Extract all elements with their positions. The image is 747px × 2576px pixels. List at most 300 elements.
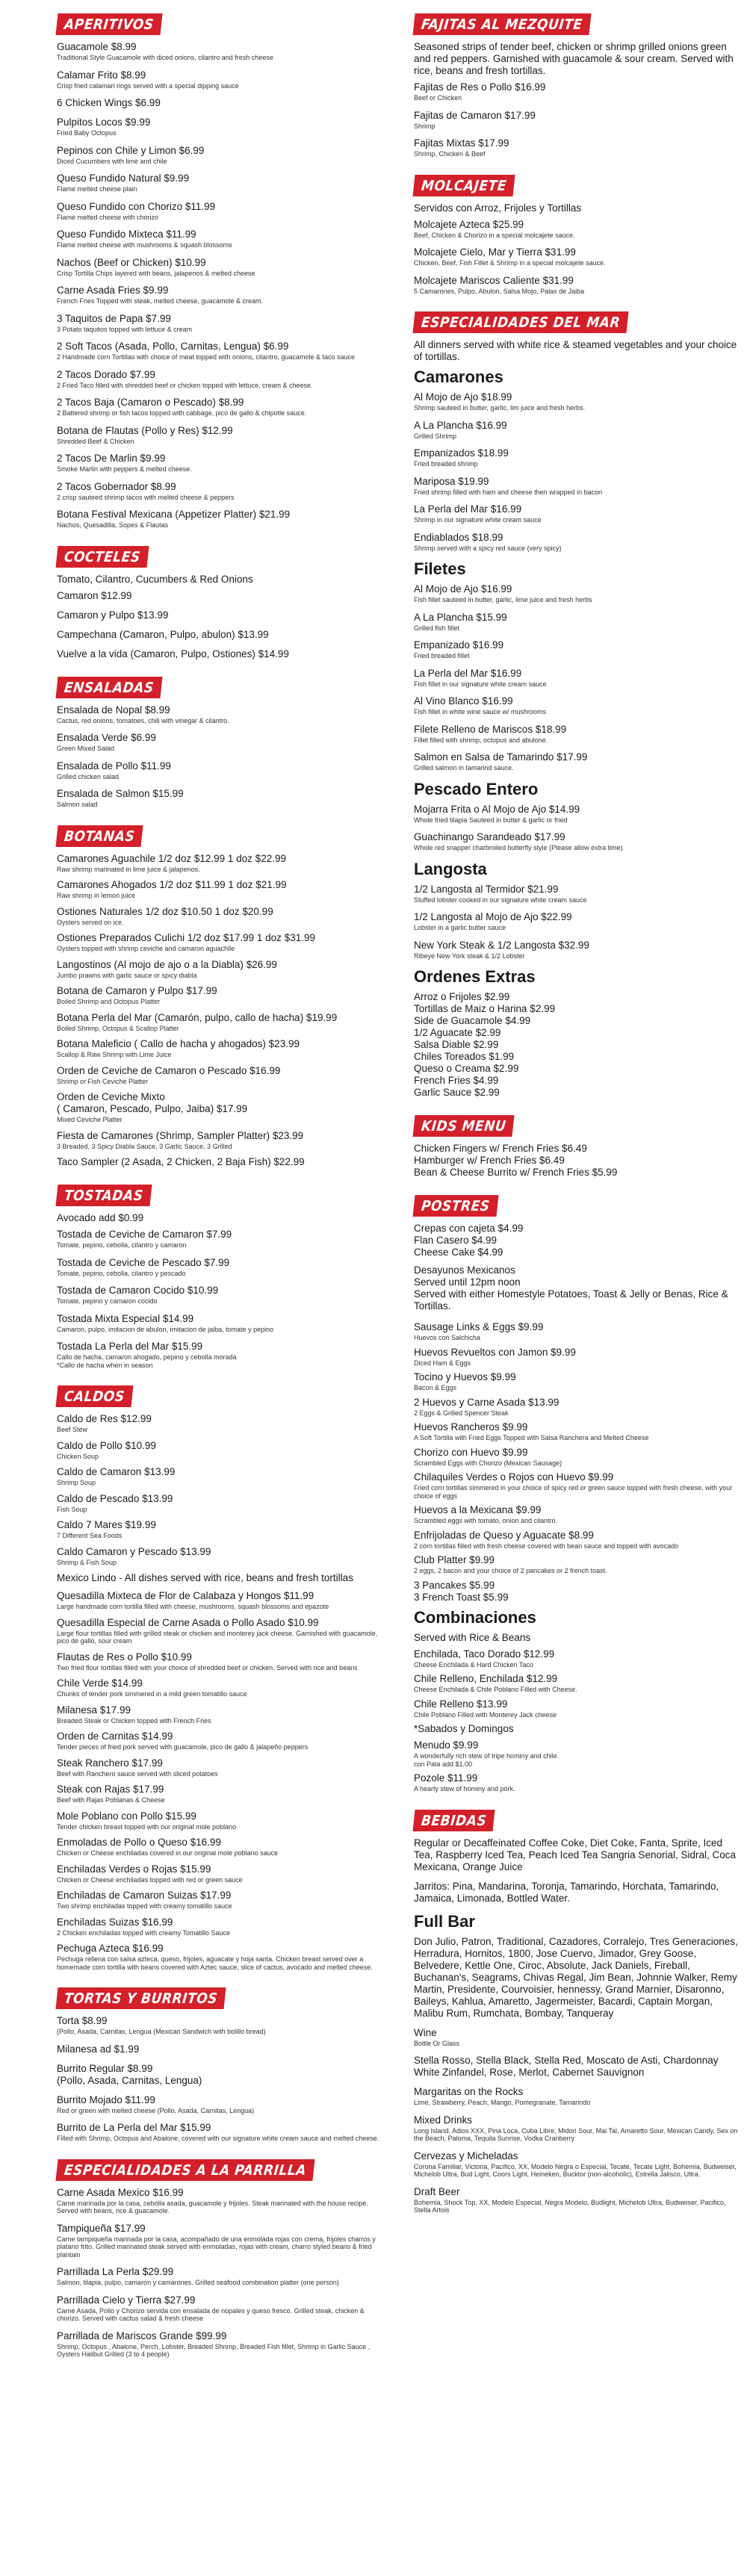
menu-item-description: Diced Ham & Eggs (414, 1359, 471, 1367)
menu-item-name: Ensalada Verde $6.99 (57, 732, 156, 743)
menu-item-name: Chile Relleno $13.99 (414, 1698, 508, 1710)
menu-item-name: 2 Tacos Gobernador $8.99 (57, 480, 176, 492)
menu-item (57, 1837, 385, 1857)
menu-item (57, 1440, 385, 1461)
menu-line: Chiles Toreados $1.99 (414, 1051, 515, 1062)
menu-item-description: Smoke Marlin with peppers & melted cheese. (57, 465, 192, 473)
menu-section-tortas (57, 1987, 385, 2143)
menu-item-description: Oysters served on ice. (57, 918, 124, 926)
menu-item-description: Ribeye New York steak & 1/2 Lobster (414, 952, 525, 960)
menu-item (57, 1651, 385, 1672)
menu-item-name: Pepinos con Chile y Limon $6.99 (57, 144, 205, 156)
menu-item-name: Endiablados $18.99 (414, 531, 503, 543)
menu-item-name: Enchiladas de Camaron Suizas $17.99 (57, 1890, 232, 1901)
menu-item (57, 1943, 385, 1971)
menu-item-name: Burrito de La Perla del Mar $15.99 (57, 2122, 211, 2133)
menu-item (414, 1471, 743, 1500)
menu-item (57, 1413, 385, 1434)
menu-item-description: Chicken or Cheese enchiladas topped with red or green sauce (57, 1875, 243, 1884)
menu-item (414, 2150, 743, 2179)
menu-item (414, 2114, 743, 2143)
menu-item (57, 1546, 385, 1567)
menu-item-name: Molcajete Azteca $25.99 (414, 218, 524, 230)
menu-item (57, 1572, 385, 1584)
menu-item-description: Flame melted cheese plain (57, 185, 137, 193)
menu-item-name: Nachos (Beef or Chicken) $10.99 (57, 256, 206, 268)
menu-item (57, 1810, 385, 1831)
menu-item (57, 1341, 385, 1369)
menu-item-description: Beef with Rajas Poblanas & Cheese (57, 1796, 165, 1804)
menu-item-name: Enfrijoladas de Queso y Aguacate $8.99 (414, 1529, 594, 1541)
menu-item-name: 6 Chicken Wings $6.99 (57, 97, 161, 108)
menu-item (414, 724, 743, 745)
menu-section-fajitas (414, 13, 743, 158)
menu-item-description: 2 Eggs & Grilled Spencer Steak (414, 1409, 509, 1417)
menu-item-description: Fish fillet in our signature white cream sauce (414, 680, 547, 688)
menu-item-description: Beef Stew (57, 1426, 88, 1433)
menu-item-name: Fajitas de Camaron $17.99 (414, 109, 536, 121)
menu-item (57, 1731, 385, 1751)
menu-item-name: Queso Fundido Mixteca $11.99 (57, 229, 196, 240)
section-banner: APERITIVOS (55, 13, 162, 35)
menu-item-name: Quesadilla Mixteca de Flor de Calabaza y Hongos $11.99 (57, 1590, 314, 1601)
section-banner: CALDOS (55, 1385, 133, 1407)
menu-item-name: Chile Relleno, Enchilada $12.99 (414, 1673, 558, 1684)
menu-item (414, 81, 743, 102)
menu-item-name: Milanesa $17.99 (57, 1704, 131, 1716)
menu-line: Queso o Creama $2.99 (414, 1063, 519, 1074)
menu-item-name: Chilaquiles Verdes o Rojos con Huevo $9.99 (414, 1471, 614, 1483)
menu-item (57, 959, 385, 980)
menu-item (57, 425, 385, 446)
menu-item (414, 1397, 743, 1418)
menu-item-description: Shrimp (414, 122, 436, 130)
menu-item-description: 2 Fried Taco filled with shredded beef or chicken topped with lettuce, cream & cheese. (57, 381, 313, 389)
menu-item-description: Grilled chicken salad (57, 772, 120, 780)
menu-item-name: New York Steak & 1/2 Langosta $32.99 (414, 939, 589, 951)
menu-item (57, 1590, 385, 1611)
menu-item-description: 3 Breaded, 3 Spicy Diabla Sauce, 3 Garlic Sauce, 3 Grilled (57, 1142, 232, 1150)
menu-item-description: 2 eggs, 2 bacon and your choice of 2 pancakes or 2 french toast. (414, 1567, 607, 1574)
menu-item (57, 2294, 385, 2323)
menu-item-name: Chile Verde $14.99 (57, 1677, 143, 1689)
menu-item-name: Milanesa ad $1.99 (57, 2043, 140, 2055)
menu-item-name: Caldo de Res $12.99 (57, 1413, 152, 1424)
menu-item (57, 1757, 385, 1778)
menu-item (414, 1698, 743, 1719)
section-banner: COCTELES (55, 546, 149, 568)
menu-item-description: Whole fried tilapia Sauteed in butter & garlic or fried (414, 816, 568, 824)
menu-item (57, 369, 385, 390)
menu-item (57, 985, 385, 1006)
menu-line: Chicken Fingers w/ French Fries $6.49 (414, 1143, 587, 1154)
menu-item-description: Cheese Enchilada & Chile Poblano Filled with Cheese. (414, 1686, 577, 1693)
menu-item-description: Long Island, Adios XXX, Pina Loca, Cuba Libre, Midori Sour, Mai Tai, Amaretto Sour, Mexican Candy, Sex on the Beach, Paloma, Tequila Sunrise, Vodka Cranberry (414, 2126, 738, 2142)
menu-item (57, 229, 385, 249)
menu-item (414, 911, 743, 932)
menu-item-name: Mariposa $19.99 (414, 475, 489, 487)
menu-item-name: 1/2 Langosta al Mojo de Ajo $22.99 (414, 911, 572, 922)
menu-item (57, 704, 385, 725)
menu-item-description: Carne Asada, Pollo y Chorizo servida con ensalada de nopales y queso fresco. Grilled steak, chicken & chorizo. Served with cactus salad & fresh cheese (57, 2306, 365, 2322)
menu-item-name: Caldo Camaron y Pescado $13.99 (57, 1545, 211, 1557)
menu-item-name: Burrito Mojado $11.99 (57, 2094, 155, 2105)
menu-item (57, 1493, 385, 1514)
menu-item-name: Guacamole $8.99 (57, 41, 137, 52)
menu-item-description: Fish fillet sauteed in butter, garlic, lime juice and fresh herbs (414, 596, 592, 603)
menu-item-description: A Soft Tortilla with Fried Eggs Topped with Salsa Ranchera and Melted Cheese (414, 1434, 649, 1441)
menu-item-name: Flautas de Res o Pollo $10.99 (57, 1651, 192, 1663)
menu-line: Crepas con cajeta $4.99 (414, 1223, 524, 1234)
menu-item-description: Fish Soup (57, 1505, 87, 1513)
menu-item-name: Huevos Rancheros $9.99 (414, 1421, 528, 1433)
menu-item-name: Taco Sampler (2 Asada, 2 Chicken, 2 Baja Fish) $22.99 (57, 1156, 305, 1167)
menu-item-description: Boiled Shrimp and Octopus Platter (57, 998, 161, 1005)
menu-item-description: Raw shrimp in lemon juice (57, 892, 136, 899)
menu-item-description: A hearty stew of hominy and pork. (414, 1785, 515, 1793)
menu-item (414, 1447, 743, 1468)
menu-item (414, 1504, 743, 1525)
menu-item-description: Shrimp or Fish Ceviche Platter (57, 1077, 149, 1085)
menu-item-name: Vuelve a la vida (Camaron, Pulpo, Ostiones) $14.99 (57, 648, 289, 659)
menu-item-name: Filete Relleno de Mariscos $18.99 (414, 723, 567, 735)
menu-item (414, 612, 743, 633)
subsection-heading: Combinaciones (414, 1607, 536, 1627)
menu-item-name: Caldo 7 Mares $19.99 (57, 1519, 156, 1530)
menu-item (57, 1130, 385, 1151)
menu-item-description: Mixed Ceviche Platter (57, 1116, 123, 1123)
menu-line-list (414, 991, 743, 1099)
menu-item (57, 201, 385, 222)
menu-item (57, 397, 385, 418)
menu-item-name: Enchilada, Taco Dorado $12.99 (414, 1648, 555, 1660)
menu-item-description: Camaron, pulpo, imitacion de abulon, imitacion de jaiba, tomate y pepino (57, 1325, 274, 1333)
menu-line: Bean & Cheese Burrito w/ French Fries $5.99 (414, 1167, 618, 1178)
menu-item-description: 7 Different Sea Foods (57, 1532, 123, 1539)
menu-item-description: Bottle Or Glass (414, 2039, 460, 2047)
menu-item-name: Tocino y Huevos $9.99 (414, 1371, 516, 1382)
menu-item-name: Menudo $9.99 (414, 1739, 479, 1751)
menu-item-name: Tostada de Ceviche de Pescado $7.99 (57, 1256, 230, 1268)
menu-item-name: Salmon en Salsa de Tamarindo $17.99 (414, 751, 588, 763)
menu-item-name: 2 Tacos Dorado $7.99 (57, 368, 155, 380)
menu-item-name: Torta $8.99 (57, 2015, 108, 2026)
menu-section-bebidas (414, 1810, 743, 2215)
menu-item-name: Pulpitos Locos $9.99 (57, 117, 151, 128)
menu-item-name: Club Platter $9.99 (414, 1554, 495, 1565)
menu-item-description: A wonderfully rich stew of tripe hominy and chile. con Pata add $1.00 (414, 1752, 560, 1768)
menu-item (57, 285, 385, 305)
menu-item-name: Ostiones Naturales 1/2 doz $10.50 1 doz $20.99 (57, 905, 273, 917)
menu-item (414, 275, 743, 296)
menu-item-name: Carne Asada Fries $9.99 (57, 285, 169, 296)
menu-item (414, 1648, 743, 1669)
menu-item-name: Chorizo con Huevo $9.99 (414, 1446, 528, 1458)
section-banner: POSTRES (412, 1195, 498, 1217)
menu-item-description: Chunks of tender pork simmered in a mild green tomatillo sauce (57, 1690, 247, 1698)
bar-list: Don Julio, Patron, Traditional, Cazadores, Corralejo, Tres Generaciones, Herradura, Hornitos, 1800, Jose Cuervo, Jimador, Grey Goose, Belvedere, Kettle One, Ciroc, Absolute, Jack Daniels, Fireball, Buchanan's, Seagrams, Chivas Regal, Jim Bean, Johnnie Walker, Remy Martin, Presidente, Courvoisier, hennessy, Grand Marnier, Disaronno, Baileys, Kahlua, Amaretto, Jagermeister, Bacardi, Captain Morgan, Malibu Rum, Rumchata, Bombay, Tanqueray (414, 1935, 738, 2019)
menu-item (57, 2223, 385, 2259)
menu-item-name: Enmoladas de Pollo o Queso $16.99 (57, 1837, 221, 1848)
menu-item-name: Margaritas on the Rocks (414, 2086, 524, 2097)
menu-item-description: Flame melted cheese with mushrooms & squash blossoms (57, 241, 232, 249)
menu-item (57, 1863, 385, 1884)
menu-item (414, 884, 743, 904)
menu-item-name: Botana de Flautas (Pollo y Res) $12.99 (57, 424, 233, 436)
menu-item-description: Chicken Soup (57, 1452, 99, 1460)
subsection-heading: Pescado Entero (414, 779, 539, 798)
menu-item-description: Fillet filled with shrimp, octopus and abulone. (414, 736, 548, 744)
menu-item (57, 609, 385, 621)
menu-item-name: Draft Beer (414, 2185, 460, 2197)
menu-item-name: Carne Asada Mexico $16.99 (57, 2186, 184, 2198)
menu-item-name: Botana Maleficio ( Callo de hacha y ahogados) $23.99 (57, 1038, 300, 1049)
subsection-heading: Ordenes Extras (414, 967, 536, 986)
menu-item-name: Al Vino Blanco $16.99 (414, 695, 513, 707)
menu-item-description: Grilled salmon in tamarind sauce. (414, 764, 514, 772)
menu-item-name: Empanizado $16.99 (414, 639, 504, 651)
menu-item-description: Shrimp, Chicken & Beef (414, 150, 486, 158)
subsection-heading: Langosta (414, 859, 487, 878)
menu-line: Cheese Cake $4.99 (414, 1247, 503, 1258)
section-note: Avocado add $0.99 (57, 1212, 144, 1223)
menu-item (57, 1466, 385, 1487)
menu-item (57, 788, 385, 809)
menu-item (57, 1890, 385, 1911)
menu-item-description: Tomate, pepino y camaron cocido (57, 1297, 158, 1305)
menu-item-description: Fried breaded fillet (414, 652, 470, 659)
menu-item-name: Langostinos (Al mojo de ajo o a la Diabla) $26.99 (57, 958, 277, 970)
menu-item-name: Tostada La Perla del Mar $15.99 (57, 1341, 203, 1352)
menu-item (414, 391, 743, 412)
menu-line-list (414, 1143, 743, 1179)
menu-item-description: Shrimp, Octopus , Abalone, Perch, Lobster, Breaded Shrimp, Breaded Fish fillet, Shrimp in Garlic Sauce , Oysters Halibut Grilled (3 to 4 people) (57, 2342, 371, 2358)
menu-item (57, 590, 385, 602)
menu-item-description: Traditional Style Guacamole with diced onions, cilantro and fresh cheese (57, 54, 273, 61)
menu-line: Tortillas de Maiz o Harina $2.99 (414, 1003, 556, 1014)
menu-item-description: Pechuga rellena con salsa azteca, queso, frijoles, aguacate y hoja santa. Chicken breast served over a homemade corn tortilla with beans covered with Aztec sauce, slice of cactus, avocado and melted cheese. (57, 1955, 373, 1971)
menu-item-description: Lobster in a garlic butter sauce (414, 924, 506, 931)
menu-item (57, 509, 385, 530)
menu-item-description: Shrimp in our signature white cream sauce (414, 516, 542, 524)
menu-item (57, 648, 385, 660)
menu-item-description: Cactus, red onions, tomatoes, chili with vinegar & cilantro. (57, 716, 229, 724)
menu-item-name: Ensalada de Salmon $15.99 (57, 788, 184, 799)
menu-item-name: Empanizados $18.99 (414, 447, 509, 459)
menu-item (57, 69, 385, 90)
section-note: Servidos con Arroz, Frijoles y Tortillas (414, 202, 582, 214)
menu-item-description: 2 Battered shrimp or fish tacos topped with cabbage, pico de gallo & chipotle sauce. (57, 409, 307, 417)
menu-item-name: Al Mojo de Ajo $16.99 (414, 583, 512, 595)
menu-item (414, 219, 743, 240)
menu-item-description: Fried breaded shrimp (414, 460, 478, 468)
menu-item-name: Enchiladas Suizas $16.99 (57, 1916, 173, 1928)
menu-item-description: Scrambled Eggs with Chorizo (Mexican Sausage) (414, 1459, 562, 1467)
menu-line: Hamburger w/ French Fries $6.49 (414, 1155, 565, 1166)
menu-item-name: Fajitas Mixtas $17.99 (414, 137, 509, 149)
menu-item-description: Chile Poblano Filled with Monterey Jack cheese (414, 1710, 557, 1719)
menu-item (57, 41, 385, 62)
menu-item-name: Tampiqueña $17.99 (57, 2222, 146, 2234)
menu-item-description: Tender pieces of fried pork served with guacamole, pico de gallo & jalapeño peppers (57, 1743, 309, 1751)
menu-item-description: Cheese Enchilada & Hard Chicken Taco (414, 1660, 533, 1669)
menu-item-name: Sausage Links & Eggs $9.99 (414, 1321, 544, 1332)
menu-item-description: Fried Baby Octopus (57, 129, 117, 137)
section-banner: BEBIDAS (412, 1810, 495, 1831)
menu-item (414, 639, 743, 660)
menu-item-name: Fajitas de Res o Pollo $16.99 (414, 81, 546, 93)
menu-item-description: Salmon salad (57, 801, 98, 808)
menu-item-name: Caldo de Pollo $10.99 (57, 1439, 156, 1451)
menu-item (57, 2122, 385, 2143)
menu-section-postres (414, 1195, 743, 1793)
menu-item-description: Green Mixed Salad (57, 745, 115, 752)
menu-item-description: Beef, Chicken & Chorizo in a special molcajete sauce. (414, 231, 575, 239)
menu-item-description: Fried shrimp filled with ham and cheese then wrapped in bacon (414, 488, 603, 496)
menu-item-description: Beef or Chicken (414, 94, 462, 102)
menu-item-name: Molcajete Mariscos Caliente $31.99 (414, 274, 574, 286)
menu-item-description: Tomate, pepino, cebolla, cilantro y camaron (57, 1241, 187, 1249)
menu-item-description: Oysters topped with shrimp ceviche and camaron aguachile (57, 945, 235, 952)
menu-item-description: Bacon & Eggs (414, 1384, 457, 1391)
menu-item (414, 420, 743, 441)
menu-item-description: French Fries Topped with steak, melted cheese, guacamole & cream. (57, 297, 263, 305)
menu-item-description: Stuffed lobster cooked in our signature white cream sauce (414, 896, 587, 904)
menu-item (57, 760, 385, 781)
subsection-heading: Full Bar (414, 1911, 475, 1931)
menu-item-name: La Perla del Mar $16.99 (414, 503, 522, 515)
menu-item (57, 341, 385, 361)
menu-item (414, 137, 743, 158)
menu-item (414, 1673, 743, 1694)
menu-item (57, 2330, 385, 2359)
menu-item-description: Bohemia, Shock Top, XX, Modelo Especial, Negra Modelo, Budlight, Michelob Ultra, Budweiser, Pacifico, Stella Artois (414, 2198, 726, 2214)
menu-item (57, 2063, 385, 2087)
menu-item (57, 1784, 385, 1804)
menu-item-description: Large flour tortillas filled with grilled steak or chicken and monterey jack cheese. Garnished with guacamole, pico de gallo, sour cream (57, 1629, 378, 1645)
menu-item-description: Scallop & Raw Shrimp with Lime Juice (57, 1051, 172, 1058)
menu-line: French Fries $4.99 (414, 1075, 499, 1086)
menu-item-name: Tostada Mixta Especial $14.99 (57, 1312, 194, 1324)
menu-item-name: Wine (414, 2026, 437, 2038)
menu-item-description: Chicken, Beef, Fish Fillet & Shrimp in a special molcajete sauce. (414, 259, 606, 267)
menu-item-description: Shrimp served with a spicy red sauce (very spicy) (414, 544, 562, 552)
menu-item-name: Mixed Drinks (414, 2114, 473, 2126)
menu-item-description: Diced Cucumbers with lime and chile (57, 157, 167, 165)
menu-item (414, 940, 743, 960)
menu-line: 1/2 Aguacate $2.99 (414, 1027, 501, 1038)
menu-section-botanas (57, 825, 385, 1169)
menu-item (414, 1347, 743, 1368)
menu-item (57, 257, 385, 278)
menu-item-name: Molcajete Cielo, Mar y Tierra $31.99 (414, 246, 576, 258)
menu-item-description: Shredded Beef & Chicken (57, 437, 134, 445)
menu-item-description: 2 Handmade corn Tortillas with choice of meat topped with onions, cilantro, guacamole & taco sauce (57, 353, 356, 361)
menu-item (414, 1421, 743, 1442)
menu-item-name: 3 Pancakes $5.99 3 French Toast $5.99 (414, 1579, 509, 1603)
menu-item-name: Stella Rosso, Stella Black, Stella Red, Moscato de Asti, Chardonnay White Zinfandel, Rose, Merlot, Cabernet Sauvignon (414, 2055, 719, 2078)
menu-item-name: Camarones Aguachile 1/2 doz $12.99 1 doz $22.99 (57, 852, 286, 864)
menu-item (414, 668, 743, 689)
menu-item (414, 476, 743, 497)
menu-item (414, 2186, 743, 2215)
subsection-heading: Camarones (414, 367, 503, 386)
menu-item-name: Camaron $12.99 (57, 589, 132, 601)
menu-item (57, 1257, 385, 1278)
menu-item (57, 145, 385, 166)
menu-item-description: (Pollo, Asada, Carnitas, Lengua (Mexican Sandwich with bolillo bread) (57, 2028, 266, 2035)
menu-item-description: Whole red snapper charbroiled butterfly style (Please allow extra time) (414, 844, 623, 851)
menu-item-name: Botana Perla del Mar (Camarón, pulpo, callo de hacha) $19.99 (57, 1011, 338, 1023)
menu-item (414, 1530, 743, 1551)
menu-item-description: Beef with Ranchero sauce served with sliced potatoes (57, 1769, 218, 1778)
menu-item (57, 2043, 385, 2055)
section-banner: ENSALADAS (55, 677, 162, 698)
menu-item (57, 1617, 385, 1645)
menu-item-description: Scrambled eggs with tomato, onion and cilantro. (414, 1517, 558, 1524)
menu-item (57, 453, 385, 474)
menu-item (57, 481, 385, 502)
menu-section-cocteles (57, 546, 385, 660)
menu-item-description: Nachos, Quesadilla, Sopes & Flautas (57, 521, 169, 529)
menu-section-aperitivos (57, 13, 385, 530)
menu-item (414, 2086, 743, 2107)
menu-item-name: 2 Huevos y Carne Asada $13.99 (414, 1396, 560, 1408)
section-note: Served with Rice & Beans (414, 1631, 531, 1643)
menu-item (57, 1677, 385, 1698)
menu-item-description: Grilled fish fillet (414, 624, 460, 632)
subsection-heading: Filetes (414, 559, 466, 578)
menu-item-description: Two shrimp enchiladas topped with creamy tomatillo sauce (57, 1902, 232, 1910)
menu-item-description: Tender chicken breast topped with our original mole poblano (57, 1822, 237, 1831)
menu-item-description: Shrimp Soup (57, 1479, 96, 1486)
menu-item-description: Lime, Strawberry, Peach, Mango, Pomegranate, Tamarindo (414, 2099, 591, 2106)
menu-item-name: Queso Fundido con Chorizo $11.99 (57, 200, 216, 212)
menu-item (57, 1285, 385, 1306)
menu-item-name: A La Plancha $16.99 (414, 419, 507, 431)
menu-item-description: 2 crisp sauteed shrimp tacos with melted cheese & peppers (57, 493, 235, 501)
menu-item (414, 110, 743, 131)
menu-item-description: 5 Camarones, Pulpo, Abulon, Salsa Mojo, Palas de Jaiba (414, 287, 585, 295)
menu-item-description: 3 Potato taquitos topped with lettuce & cream (57, 325, 193, 333)
menu-item (414, 447, 743, 468)
section-banner: KIDS MENU (412, 1115, 514, 1137)
menu-item-name: Steak con Rajas $17.99 (57, 1784, 164, 1795)
menu-item-name: Caldo de Camaron $13.99 (57, 1466, 176, 1477)
menu-item (57, 117, 385, 137)
spacer (414, 1258, 743, 1264)
menu-item (57, 1156, 385, 1168)
menu-item-description: Jumbo prawns with garlic sauce or spicy diabla (57, 971, 197, 979)
menu-item-description: 2 Chicken enchiladas topped with creamy Tomatillo Sauce (57, 1928, 230, 1937)
menu-section-molcajete (414, 175, 743, 296)
menu-item-description: Boiled Shrimp, Octopus & Scallop Platter (57, 1024, 179, 1032)
menu-item-description: Red or green with melted cheese (Pollo, Asada, Carnitas, Lengua) (57, 2106, 255, 2114)
menu-item (57, 1012, 385, 1033)
menu-item-name: Parrillada La Perla $29.99 (57, 2266, 174, 2277)
menu-item (57, 932, 385, 953)
menu-item-description: Fried corn tortillas simmered in your choice of spicy red or green sauce topped with fresh cheese, with your choice of eggs (414, 1484, 733, 1500)
menu-item-description: Tomate, pepino, cebolla, cilantro y pescado (57, 1269, 186, 1277)
menu-item (57, 853, 385, 874)
menu-item-description: Salmon, tilapia, pulpo, camaron y camarones. Grilled seafood combination platter (one person) (57, 2279, 339, 2286)
menu-item (414, 1321, 743, 1342)
menu-item-description: Chicken or Cheese enchiladas covered in our original mole poblano sauce (57, 1849, 279, 1857)
menu-item-name: Burrito Regular $8.99 (Pollo, Asada, Carnitas, Lengua) (57, 2062, 202, 2086)
drinks-paragraph: Jarritos: Pina, Mandarina, Toronja, Tamarindo, Horchata, Tamarindo, Jamaica, Limonada, Bottled Water. (414, 1880, 719, 1904)
menu-item-name: Pozole $11.99 (414, 1772, 478, 1784)
menu-item (57, 313, 385, 334)
